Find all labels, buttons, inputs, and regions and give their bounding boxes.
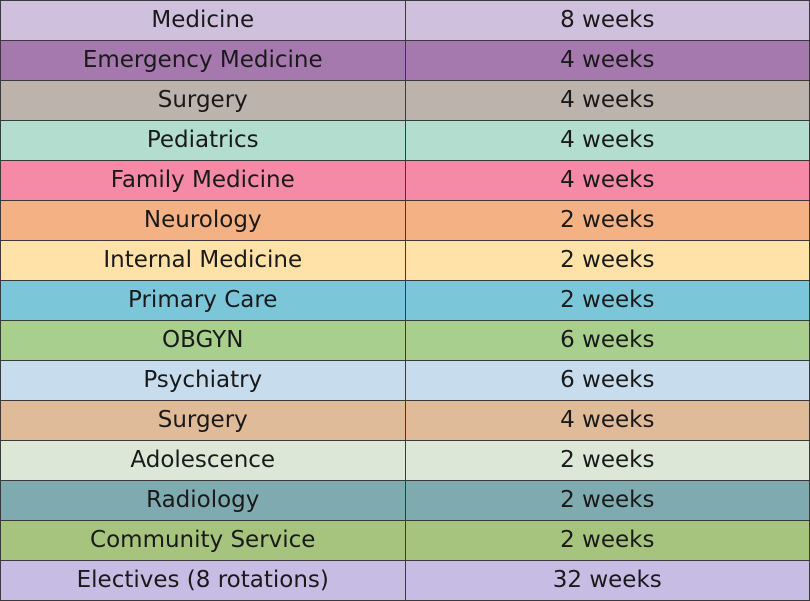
table-row	[1, 161, 810, 201]
rotation-duration-cell: 2 weeks	[405, 241, 810, 281]
table-row	[1, 321, 810, 361]
rotation-duration-cell: 6 weeks	[405, 361, 810, 401]
table-row	[1, 201, 810, 241]
rotation-name-cell: Psychiatry	[1, 361, 406, 401]
rotation-duration-cell: 4 weeks	[405, 81, 810, 121]
table-row	[1, 81, 810, 121]
table-row	[1, 121, 810, 161]
rotation-name-cell: Adolescence	[1, 441, 406, 481]
rotation-duration-cell: 4 weeks	[405, 161, 810, 201]
table-row	[1, 401, 810, 441]
rotation-duration-cell: 4 weeks	[405, 121, 810, 161]
rotation-duration-cell: 2 weeks	[405, 441, 810, 481]
rotation-duration-cell: 2 weeks	[405, 201, 810, 241]
rotation-duration-cell: 32 weeks	[405, 561, 810, 601]
rotation-table-body	[1, 1, 810, 601]
rotation-name-cell: Emergency Medicine	[1, 41, 406, 81]
rotation-name-cell: Primary Care	[1, 281, 406, 321]
rotation-name-cell: Electives (8 rotations)	[1, 561, 406, 601]
table-row	[1, 361, 810, 401]
rotation-name-cell: Surgery	[1, 81, 406, 121]
rotation-name-cell: Radiology	[1, 481, 406, 521]
rotation-duration-cell: 4 weeks	[405, 401, 810, 441]
table-row	[1, 561, 810, 601]
table-row	[1, 281, 810, 321]
rotation-name-cell: Medicine	[1, 1, 406, 41]
rotation-name-cell: Internal Medicine	[1, 241, 406, 281]
rotation-name-cell: Surgery	[1, 401, 406, 441]
rotation-duration-cell: 6 weeks	[405, 321, 810, 361]
rotation-duration-cell: 2 weeks	[405, 481, 810, 521]
rotation-name-cell: Family Medicine	[1, 161, 406, 201]
rotation-duration-cell: 8 weeks	[405, 1, 810, 41]
table-row	[1, 41, 810, 81]
rotation-duration-cell: 2 weeks	[405, 281, 810, 321]
rotation-name-cell: Community Service	[1, 521, 406, 561]
rotation-name-cell: Neurology	[1, 201, 406, 241]
rotation-duration-cell: 2 weeks	[405, 521, 810, 561]
rotation-name-cell: OBGYN	[1, 321, 406, 361]
rotation-duration-cell: 4 weeks	[405, 41, 810, 81]
table-row	[1, 441, 810, 481]
rotation-name-cell: Pediatrics	[1, 121, 406, 161]
table-row	[1, 1, 810, 41]
table-row	[1, 521, 810, 561]
table-row	[1, 241, 810, 281]
table-row	[1, 481, 810, 521]
